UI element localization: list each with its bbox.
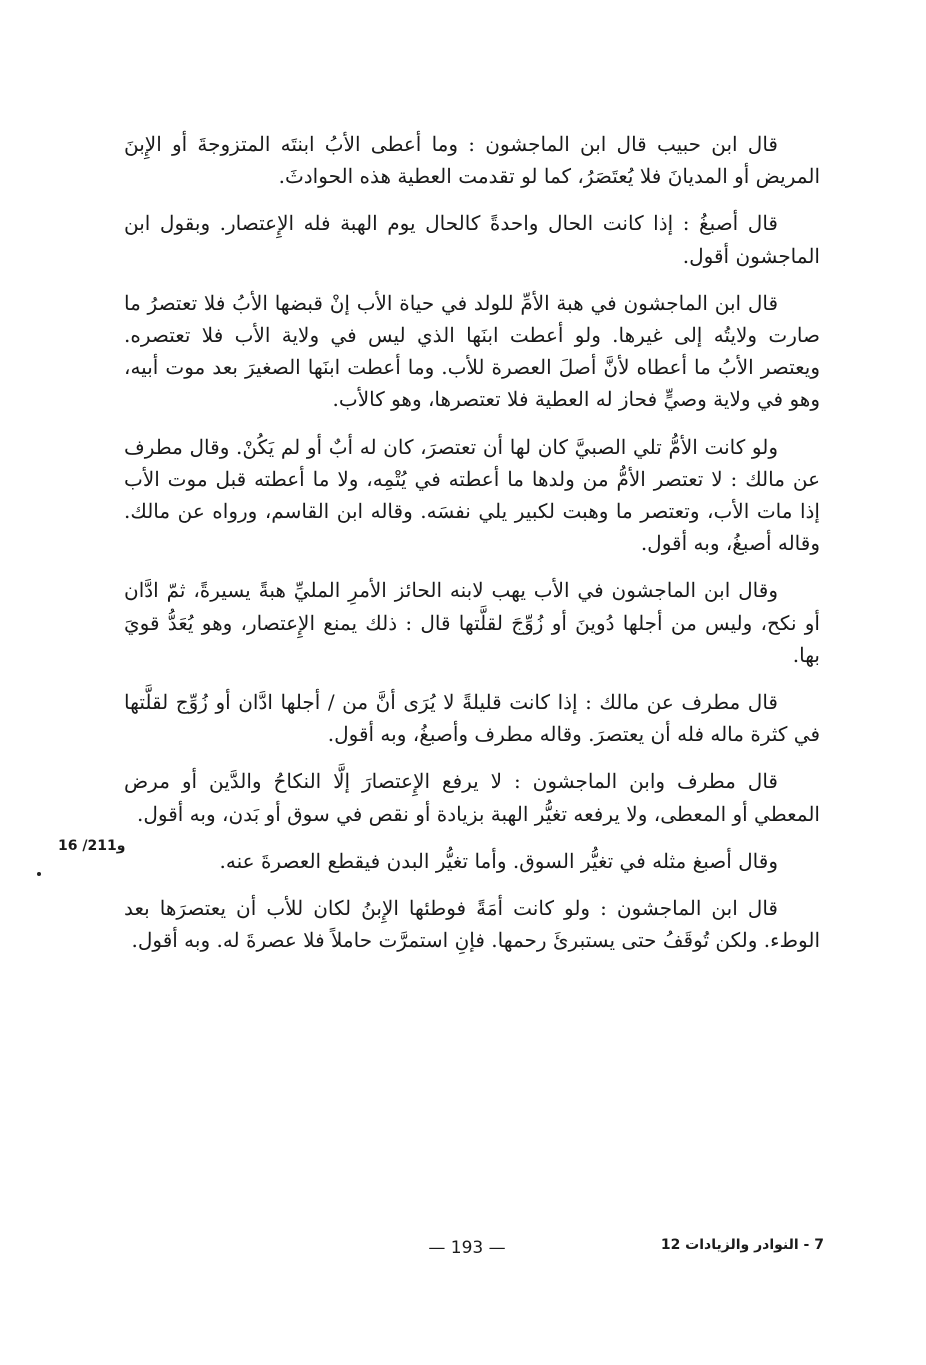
margin-mark [37, 872, 41, 876]
main-text [124, 128, 820, 971]
paragraph-7: قال مطرف وابن الماجشون : لا يرفع الإِعتصارَ إلَّا النكاحُ والدَّين أو مرض المعطي أو المعطى، ولا يرفعه تغيُّر الهبة بزيادة أو نقص في سوق أو بَدن، وبه أقول. [124, 769, 820, 826]
page-number: — 193 — [428, 1238, 506, 1258]
paragraph-2: قال أصبغُ : إذا كانت الحال واحدةً كالحال يوم الهبة فله الإِعتصار. وبقول ابن الماجشون أقول. [124, 211, 820, 268]
paragraph-9: قال ابن الماجشون : ولو كانت أمَةً فوطئها الإِبنُ لكان للأب أن يعتصرَها بعد الوطء. ولكن تُوقَفُ حتى يستبرئَ رحمها. فإنِ استمرَّت حاملاً فلا عصرةَ له. وبه أقول. [124, 896, 820, 953]
manuscript-folio-reference: 16 /211و [58, 838, 126, 854]
paragraph-4: ولو كانت الأمُّ تلي الصبيَّ كان لها أن تعتصرَ، كان له أبٌ أو لم يَكُنْ. وقال مطرف عن مالك : لا تعتصر الأمُّ من ولدها ما أعطته في يُتْمِه، ولا ما أعطته قبل موت الأب إذا مات الأب، وتعتصر ما وهبت لكبير يلي نفسَه. وقاله ابن القاسم، ورواه عن مالك. وقاله أصبغُ، وبه أقول. [124, 434, 820, 556]
paragraph-5: وقال ابن الماجشون في الأب يهب لابنه الحائز الأمرِ المليِّ هبةً يسيرةً، ثمّ ادَّان أو نكح، وليس من أجلها دُوينَ أو زُوِّجَ لقلَّتها قال : ذلك يمنع الإِعتصار، وهو يُعَدُّ قويَ بها. [124, 578, 820, 667]
running-footer: 7 - النوادر والزيادات 12 [660, 1237, 824, 1253]
paragraph-8: وقال أصبغ مثله في تغيُّر السوق. وأما تغيُّر البدن فيقطع العصرةَ عنه. [219, 848, 778, 873]
paragraph-1: قال ابن حبيب قال ابن الماجشون : وما أعطى الأبُ ابنتَه المتزوجةَ أو الإِبنَ المريض أو المديانَ فلا يُعتَصَرُ، كما لو تقدمت العطية هذه الحوادثَ. [124, 132, 820, 189]
paragraph-3: قال ابن الماجشون في هبة الأمِّ للولد في حياة الأب إنْ قبضها الأبُ فلا تعتصرُ ما صارت ولايتُه إلى غيرها. ولو أعطت ابنَها الذي ليس في ولاية الأب فلا تعتصره. ويعتصر الأبُ ما أعطاه لأنَّ أصلَ العصرة للأب. وما أعطت ابنَها الصغيرَ بعد موت أبيه، وهو في ولاية وصيٍّ فحاز له العطية فلا تعتصرها، وهو كالأب. [124, 290, 820, 412]
paragraph-6: قال مطرف عن مالك : إذا كانت قليلةً لا يُرَى أنَّ من / أجلها ادَّان أو زُوِّج لقلَّتها في كثرة ماله فله أن يعتصرَ. وقاله مطرف وأصبغُ، وبه أقول. [124, 690, 820, 747]
